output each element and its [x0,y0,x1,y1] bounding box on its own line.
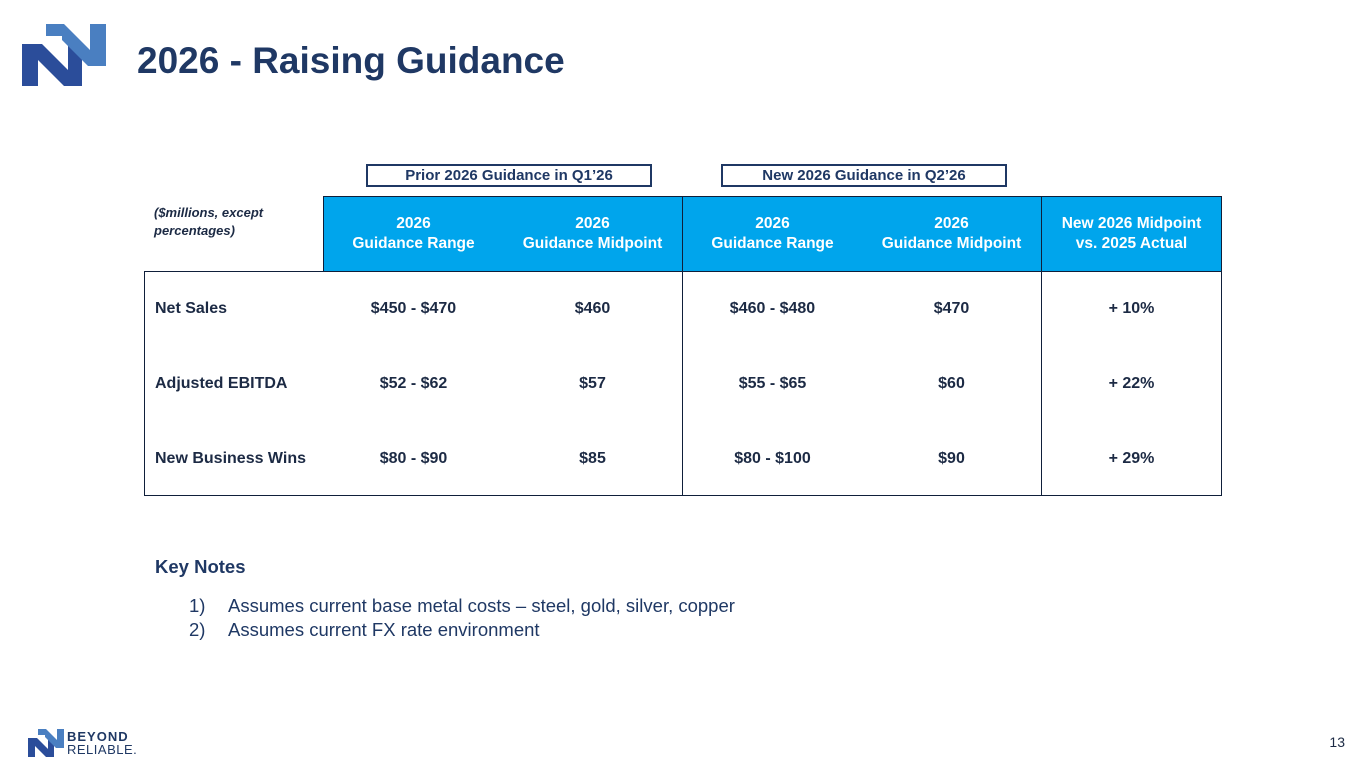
table-cell: $460 [574,300,611,317]
table-cell: $60 [938,375,965,392]
page-number: 13 [1329,734,1345,750]
column-header: 2026 Guidance Midpoint [522,215,663,252]
table-cell: $85 [579,450,606,467]
table-row [0,289,1365,329]
table-row [0,439,1365,479]
footer-logo [27,728,165,758]
list-item [189,618,735,642]
table-cell: $470 [933,300,970,317]
row-label: Adjusted EBITDA [155,375,288,392]
prior-guidance-label: Prior 2026 Guidance in Q1’26 [366,164,652,187]
table-cell: $55 - $65 [738,375,807,392]
table-cell: $80 - $90 [379,450,448,467]
table-cell: $460 - $480 [729,300,816,317]
company-logo-icon [20,22,108,88]
new-guidance-label: New 2026 Guidance in Q2’26 [721,164,1007,187]
table-cell: + 10% [1108,300,1155,317]
list-item-number: 1) [189,595,206,616]
key-notes-title: Key Notes [155,556,246,577]
table-row [0,364,1365,404]
column-header: New 2026 Midpoint vs. 2025 Actual [1061,215,1202,252]
table-cell: + 22% [1108,375,1155,392]
list-item-text: Assumes current base metal costs – steel, gold, silver, copper [228,595,735,616]
table-cell: $90 [938,450,965,467]
row-label: Net Sales [155,300,228,317]
table-cell: $52 - $62 [379,375,448,392]
column-header: 2026 Guidance Range [352,215,475,252]
footer-logo-icon [27,728,65,758]
units-note: ($millions, except percentages) [154,205,264,238]
column-header: 2026 Guidance Range [711,215,834,252]
key-notes-list [189,594,735,641]
table-cell: $57 [579,375,606,392]
list-item [189,594,735,618]
table-cell: + 29% [1108,450,1155,467]
brand-name-line2: RELIABLE. [67,742,138,757]
page-title: 2026 - Raising Guidance [137,40,565,81]
row-label: New Business Wins [155,450,307,467]
table-cell: $450 - $470 [370,300,457,317]
list-item-text: Assumes current FX rate environment [228,618,540,640]
column-header: 2026 Guidance Midpoint [881,215,1022,252]
list-item-number: 2) [189,618,206,640]
brand-name-line1: BEYOND [67,729,129,744]
table-cell: $80 - $100 [734,450,811,467]
